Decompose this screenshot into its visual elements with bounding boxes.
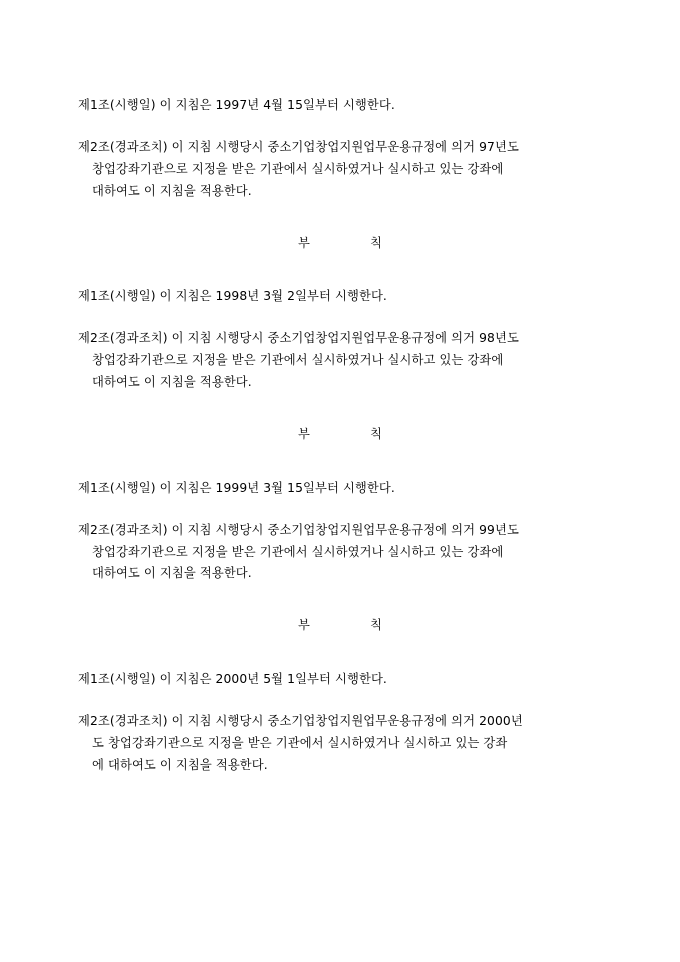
article-line-2: 창업강좌기관으로 지정을 받은 기관에서 실시하였거나 실시하고 있는 강좌에 [92,161,504,176]
article-paragraph-2000-art2 [78,711,602,777]
supplement-heading-1999 [78,424,602,446]
section-spacer [78,414,602,424]
section-spacer [78,274,602,286]
supplement-heading-right: 칙 [370,618,382,633]
article-line-1: 제2조(경과조치) 이 지침 시행당시 중소기업창업지원업무운용규정에 의거 98년도 [78,331,519,346]
supplement-heading-right: 칙 [370,426,382,441]
article-line-2: 창업강좌기관으로 지정을 받은 기관에서 실시하였거나 실시하고 있는 강좌에 [92,544,504,559]
article-paragraph-1998-art2 [78,328,602,394]
article-line-1: 제2조(경과조치) 이 지침 시행당시 중소기업창업지원업무운용규정에 의거 99년도 [78,522,519,537]
supplement-heading-left: 부 [298,618,310,633]
article-paragraph-1998-art1: 제1조(시행일) 이 지침은 1998년 3월 2일부터 시행한다. [78,289,387,304]
article-line-3: 대하여도 이 지침을 적용한다. [92,375,252,389]
article-line-3: 대하여도 이 지침을 적용한다. [92,566,252,581]
article-line-1: 제2조(경과조치) 이 지침 시행당시 중소기업창업지원업무운용규정에 의거 2000년 [78,714,523,728]
article-paragraph-1997-art2 [78,137,602,203]
supplement-heading-right: 칙 [370,235,382,250]
supplement-heading-left: 부 [298,426,310,441]
supplement-heading-left: 부 [298,235,310,250]
article-paragraph-1999-art1: 제1조(시행일) 이 지침은 1999년 3월 15일부터 시행한다. [78,480,395,495]
article-paragraph-1997-art1: 제1조(시행일) 이 지침은 1997년 4월 15일부터 시행한다. [78,98,395,112]
article-line-3: 에 대하여도 이 지침을 적용한다. [92,757,268,772]
section-spacer [78,223,602,233]
article-line-3: 대하여도 이 지침을 적용한다. [92,183,252,198]
article-paragraph-1999-art2 [78,520,602,586]
supplement-heading-1998 [78,233,602,255]
article-line-2: 창업강좌기관으로 지정을 받은 기관에서 실시하였거나 실시하고 있는 강좌에 [92,353,504,368]
article-paragraph-2000-art1: 제1조(시행일) 이 지침은 2000년 5월 1일부터 시행한다. [78,672,387,687]
article-line-2: 도 창업강좌기관으로 지정을 받은 기관에서 실시하였거나 실시하고 있는 강좌 [92,735,508,750]
section-spacer [78,605,602,615]
section-spacer [78,466,602,478]
section-spacer [78,657,602,669]
supplement-heading-2000 [78,615,602,637]
article-line-1: 제2조(경과조치) 이 지침 시행당시 중소기업창업지원업무운용규정에 의거 97년도 [78,139,519,154]
